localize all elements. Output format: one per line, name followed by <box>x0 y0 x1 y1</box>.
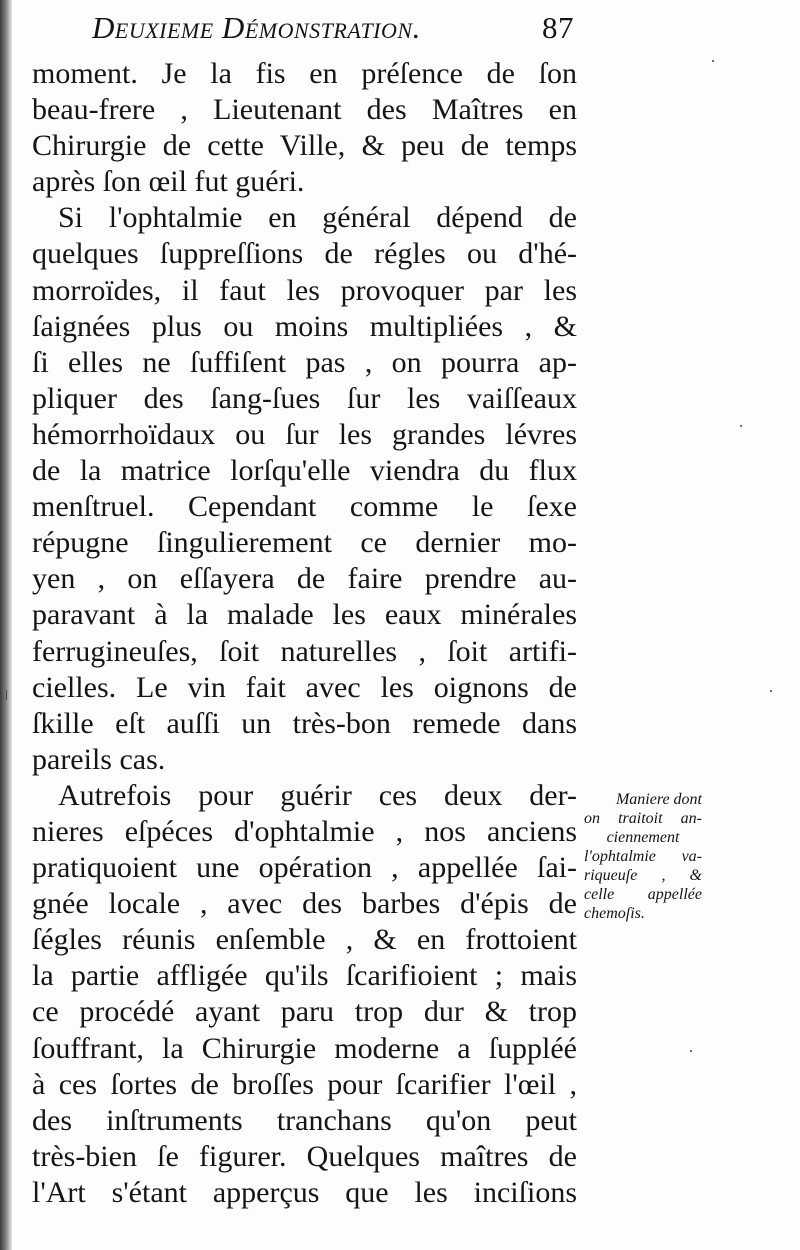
marginal-note-line: ciennement <box>606 829 680 846</box>
paragraph-start: Si l'ophtalmie en général dépend de <box>58 201 577 235</box>
text-line: l'Art s'étant apperçus que les inciſions <box>32 1175 577 1209</box>
text-line: moment. Je la fis en préſence de ſon <box>32 57 577 90</box>
body-text <box>32 56 577 1211</box>
marginal-note-line: celle appellée <box>584 886 702 903</box>
marginal-note-line: chemoſis. <box>584 905 645 922</box>
text-line: à ces ſortes de broſſes pour ſcarifier l'œil , <box>32 1067 577 1101</box>
text-line: ſouffrant, la Chirurgie moderne a ſuppléé <box>32 1031 577 1065</box>
text-line: ſi elles ne ſuffiſent pas , on pourra ap- <box>32 345 577 379</box>
running-head-title: Deuxieme Démonstration. <box>92 10 421 45</box>
text-line: nieres eſpéces d'ophtalmie , nos anciens <box>32 814 577 848</box>
text-line: pareils cas. <box>32 742 166 776</box>
text-line: répugne ſingulierement ce dernier mo- <box>32 526 577 560</box>
text-line: cielles. Le vin fait avec les oignons de <box>32 670 577 704</box>
running-head <box>92 10 582 50</box>
text-line: pliquer des ſang-ſues ſur les vaiſſeaux <box>32 381 577 415</box>
page-number: 87 <box>542 10 574 45</box>
scan-border <box>0 0 12 1250</box>
marginal-note-line: riqueuſe , & <box>584 867 702 884</box>
marginal-note-line: l'ophtalmie va- <box>584 848 702 865</box>
text-line: Chirurgie de cette Ville, & peu de temps <box>32 129 577 163</box>
text-line: beau-frere , Lieutenant des Maîtres en <box>32 93 577 127</box>
text-line: morroïdes, il faut les provoquer par les <box>32 273 577 307</box>
text-line: quelques ſuppreſſions de régles ou d'hé- <box>32 237 577 271</box>
text-line: pratiquoient une opération , appellée ſai- <box>32 851 577 885</box>
text-line: ſkille eſt auſſi un très-bon remede dans <box>32 706 577 740</box>
text-line: ce procédé ayant paru trop dur & trop <box>32 995 577 1029</box>
text-line: après ſon œil fut guéri. <box>32 165 305 199</box>
marginal-note-line: on traitoit an- <box>584 810 702 827</box>
text-line: hémorrhoïdaux ou ſur les grandes lévres <box>32 417 577 451</box>
marginal-note-line: Maniere dont <box>615 791 702 808</box>
text-line: très-bien ſe figurer. Quelques maîtres de <box>32 1139 577 1173</box>
text-line: gnée locale , avec des barbes d'épis de <box>32 887 577 921</box>
text-line: ſaignées plus ou moins multipliées , & <box>32 309 577 343</box>
text-line: des inſtruments tranchans qu'on peut <box>32 1103 577 1137</box>
text-line: yen , on eſſayera de faire prendre au- <box>32 562 577 596</box>
text-line: ferrugineuſes, ſoit naturelles , ſoit artifi- <box>32 634 577 668</box>
text-line: la partie affligée qu'ils ſcarifioient ; mais <box>32 959 577 993</box>
text-line: menſtruel. Cependant comme le ſexe <box>32 490 577 524</box>
text-line: ſégles réunis enſemble , & en frottoient <box>32 923 577 957</box>
text-line: de la matrice lorſqu'elle viendra du flux <box>32 454 577 488</box>
marginal-note <box>584 790 702 923</box>
text-line: paravant à la malade les eaux minérales <box>32 598 577 632</box>
paragraph-start: Autrefois pour guérir ces deux der- <box>58 778 577 812</box>
